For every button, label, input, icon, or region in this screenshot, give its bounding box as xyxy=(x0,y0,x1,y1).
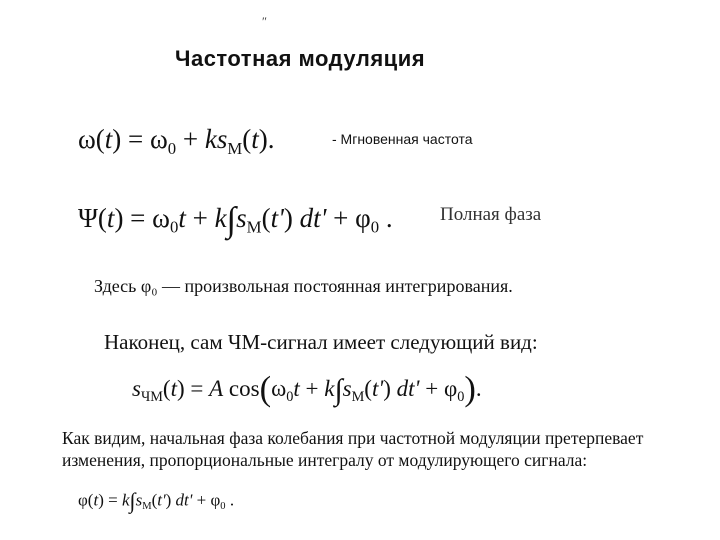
phase-equation: $\varphi(t) = k\int s_М(t') dt' + \varphi_0$ . xyxy=(78,488,235,513)
fm-signal-intro-text: Наконец, сам ЧМ-сигнал имеет следующий вид: xyxy=(104,330,538,354)
phase-change-text-line2: изменения, пропорциональные интегралу от модулирующего сигнала: xyxy=(62,450,588,470)
phi0-explanation-text: Здесь φ₀ — произвольная постоянная интегрирования. xyxy=(94,276,513,296)
fm-signal-equation: $s_{ЧМ}(t) = A$ $\cos(\omega_0t + k\int s_М(t') dt' + \varphi_0)$. xyxy=(132,370,482,408)
full-phase-label: Полная фаза xyxy=(440,204,542,225)
slide-title: Частотная модуляция xyxy=(175,46,426,71)
full-phase-equation: $\Psi(t) = \omega_0t + k\int s_М(t') dt' + \varphi_0$ . xyxy=(78,200,393,239)
stray-mark: ″ xyxy=(262,14,267,28)
instantaneous-frequency-label: - Мгновенная частота xyxy=(332,131,473,147)
phase-change-text-line1: Как видим, начальная фаза колебания при частотной модуляции претерпевает xyxy=(62,428,644,448)
instantaneous-frequency-equation: $\omega(t) = \omega_0 + ks_М(t)$. xyxy=(78,124,275,158)
